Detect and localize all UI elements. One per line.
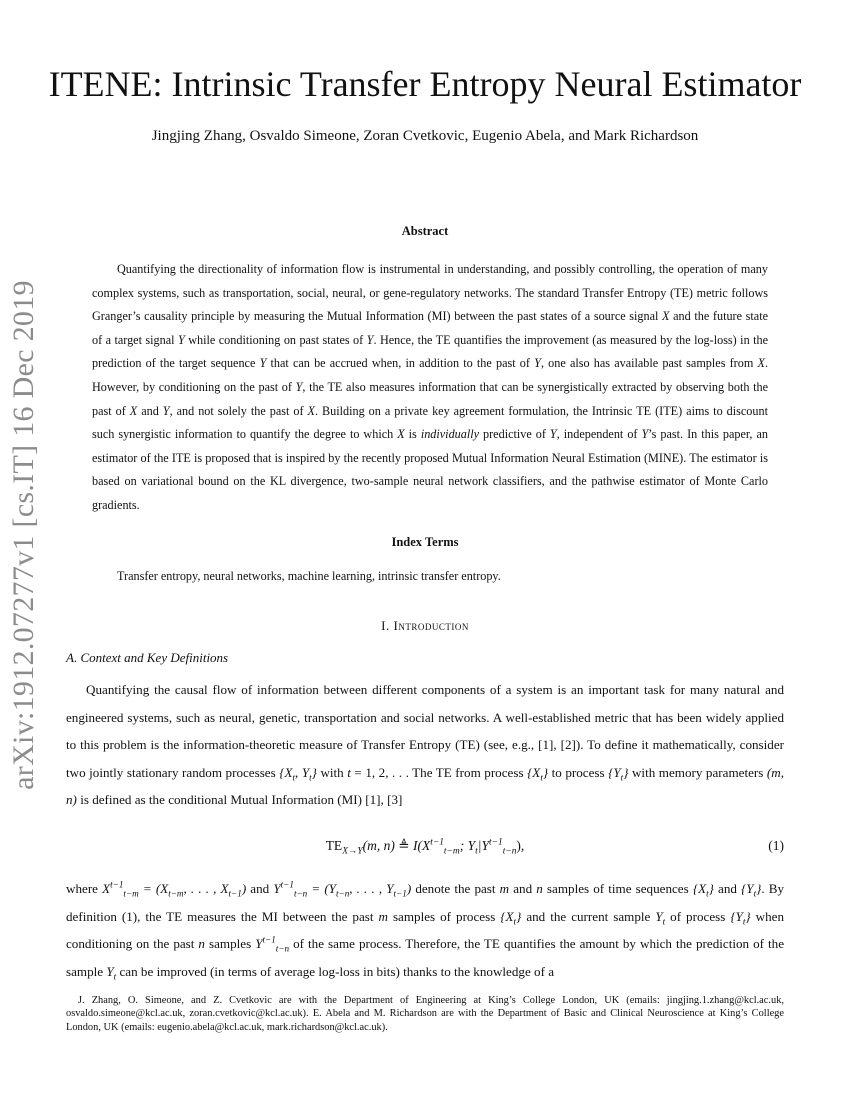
section-heading: I. Introduction xyxy=(381,618,469,633)
author-affiliation-footnote: J. Zhang, O. Simeone, and Z. Cvetkovic are with the Department of Engineering at King’s College London, UK (emails: jingjing.1.zhang@kcl.ac.uk, osvaldo.simeone@kcl.ac.uk, zoran.cvetkovic@kcl.ac.uk). E. Abela and M. Richardson are with the Department of Basic and Clinical Neuroscience at King’s College London, UK (emails: eugenio.abela@kcl.ac.uk, mark.richardson@kcl.ac.uk). xyxy=(66,995,784,1033)
abstract-heading: Abstract xyxy=(401,224,449,238)
equation-1 xyxy=(66,834,784,858)
intro-paragraph-2: where $X^{t-1}_{t-m} = (X_{t-m}$, . . . , $X_{t-1}$) and $Y^{t-1}_{t-n} = (Y_{t-n}$, . . . , $Y_{t-1}$) denote the past m and n samples of time sequences $\{X_t\}$ and $\{Y_t\}$. By definition (1), the TE measures the MI between the past m samples of process $\{X_t\}$ and the current sample $Y_t$ of process $\{Y_t\}$ when conditioning on the past n samples $Y^{t-1}_{t-n}$ of the same process. Therefore, the TE quantifies the amount by which the prediction of the sample $Y_t$ can be improved (in terms of average log-loss in bits) thanks to the knowledge of a xyxy=(66,879,785,982)
equation-body: $TE_{X\to Y}(m$, n) ≜ $I(X^{t-1}_{t-m}$; $Y_t|Y^{t-1}_{t-n}$), xyxy=(325,837,525,857)
index-terms-text: Transfer entropy, neural networks, machine learning, intrinsic transfer entropy. xyxy=(117,569,501,583)
paper-authors: Jingjing Zhang, Osvaldo Simeone, Zoran Cvetkovic, Eugenio Abela, and Mark Richardson xyxy=(151,128,699,144)
intro-paragraph-1: Quantifying the causal flow of information between different components of a system is an important task for many natural and engineered systems, such as neural, genetic, transportation and social networks. A well-established metric that has been widely applied to this problem is the information-theoretic measure of Transfer Entropy (TE) (see, e.g., [1], [2]). To define it mathematically, consider two jointly stationary random processes {$X_t$, $Y_t$} with t = 1, 2, . . . The TE from process $\{X_t\}$ to process $\{Y_t\}$ with memory parameters (m, n) is defined as the conditional Mutual Information (MI) [1], [3] xyxy=(66,682,784,808)
abstract-text: Quantifying the directionality of information flow is instrumental in understanding, and possibly controlling, the operation of many complex systems, such as transportation, social, neural, or gene-regulatory networks. The standard Transfer Entropy (TE) metric follows Granger’s causality principle by measuring the Mutual Information (MI) between the past states of a source signal X and the future state of a target signal Y while conditioning on past states of Y. Hence, the TE quantifies the improvement (as measured by the log-loss) in the prediction of the target sequence Y that can be accrued when, in addition to the past of Y, one also has available past samples from X. However, by conditioning on the past of Y, the TE also measures information that can be synergistically extracted by observing both the past of X and Y, and not solely the past of X. Building on a private key agreement formulation, the Intrinsic TE (ITE) aims to discount such synergistic information to quantify the degree to which X is individually predictive of Y, independent of Y’s past. In this paper, an estimator of the ITE is proposed that is inspired by the recently proposed Mutual Information Neural Estimation (MINE). The estimator is based on variational bound on the KL divergence, two-sample neural network classifiers, and the pathwise estimator of Monte Carlo gradients. xyxy=(92,262,769,512)
subsection-heading: A. Context and Key Definitions xyxy=(66,650,229,665)
arxiv-id: arXiv:1912.07277v1 [cs.IT] 16 Dec 2019 xyxy=(7,280,40,790)
paper-title: ITENE: Intrinsic Transfer Entropy Neural Estimator xyxy=(48,64,802,104)
index-terms-heading: Index Terms xyxy=(391,535,459,549)
arxiv-stamp xyxy=(4,280,44,790)
equation-number: (1) xyxy=(768,838,784,853)
